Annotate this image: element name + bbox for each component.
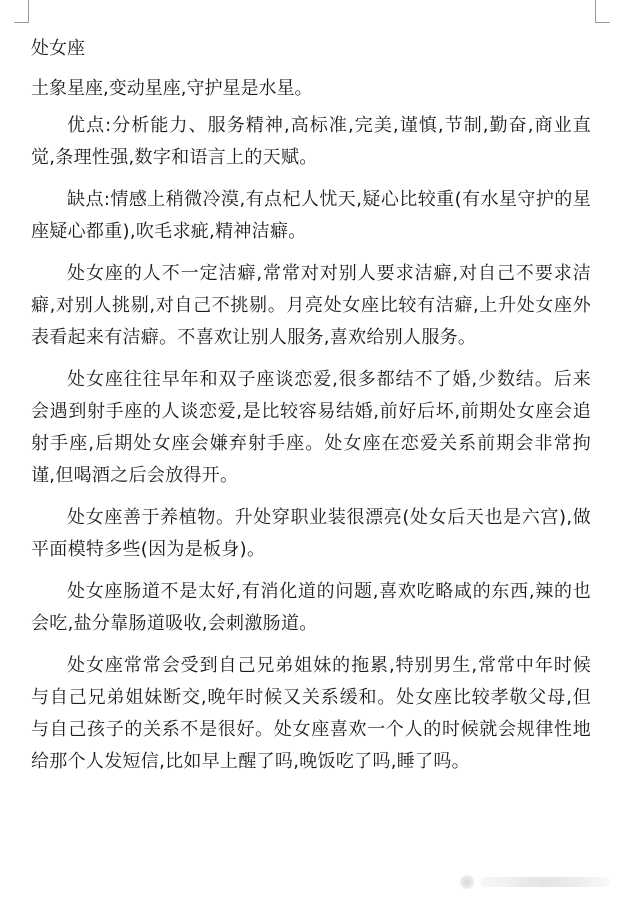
watermark-dot-icon [460,875,474,889]
watermark-bar [480,877,610,887]
watermark-smudge [460,869,610,895]
paragraph-family: 处女座常常会受到自己兄弟姐妹的拖累,特别男生,常常中年时候与自己兄弟姐妹断交,晚年时候又关系缓和。处女座比较孝敬父母,但与自己孩子的关系不是很好。处女座喜欢一个人的时候就会规律性地给那个人发短信,比如早上醒了吗,晚饭吃了吗,睡了吗。 [31,655,591,772]
paragraph-weaknesses: 缺点:情感上稍微冷漠,有点杞人忧天,疑心比较重(有水星守护的星座疑心都重),吹毛求疵,精神洁癖。 [31,189,591,242]
paragraph-cleanliness: 处女座的人不一定洁癖,常常对对别人要求洁癖,对自己不要求洁癖,对别人挑剔,对自己不挑剔。月亮处女座比较有洁癖,上升处女座外表看起来有洁癖。不喜欢让别人服务,喜欢给别人服务。 [31,263,591,348]
page-corner-mark-left [14,0,29,23]
document-body [31,38,591,778]
intro-line: 土象星座,变动星座,守护星是水星。 [31,78,313,99]
paragraph-plants-and-style: 处女座善于养植物。升处穿职业装很漂亮(处女后天也是六宫),做平面模特多些(因为是板身)。 [31,507,591,560]
paragraph-relationships: 处女座往往早年和双子座谈恋爱,很多都结不了婚,少数结。后来会遇到射手座的人谈恋爱,是比较容易结婚,前好后坏,前期处女座会追射手座,后期处女座会嫌弃射手座。处女座在恋爱关系前期会非常拘谨,但喝酒之后会放得开。 [31,369,591,486]
paragraph-health: 处女座肠道不是太好,有消化道的问题,喜欢吃略咸的东西,辣的也会吃,盐分靠肠道吸收,会刺激肠道。 [31,581,591,634]
paragraph-strengths: 优点:分析能力、服务精神,高标准,完美,谨慎,节制,勤奋,商业直觉,条理性强,数字和语言上的天赋。 [31,115,591,168]
page-corner-mark-right [595,0,610,23]
document-title: 处女座 [31,38,85,59]
